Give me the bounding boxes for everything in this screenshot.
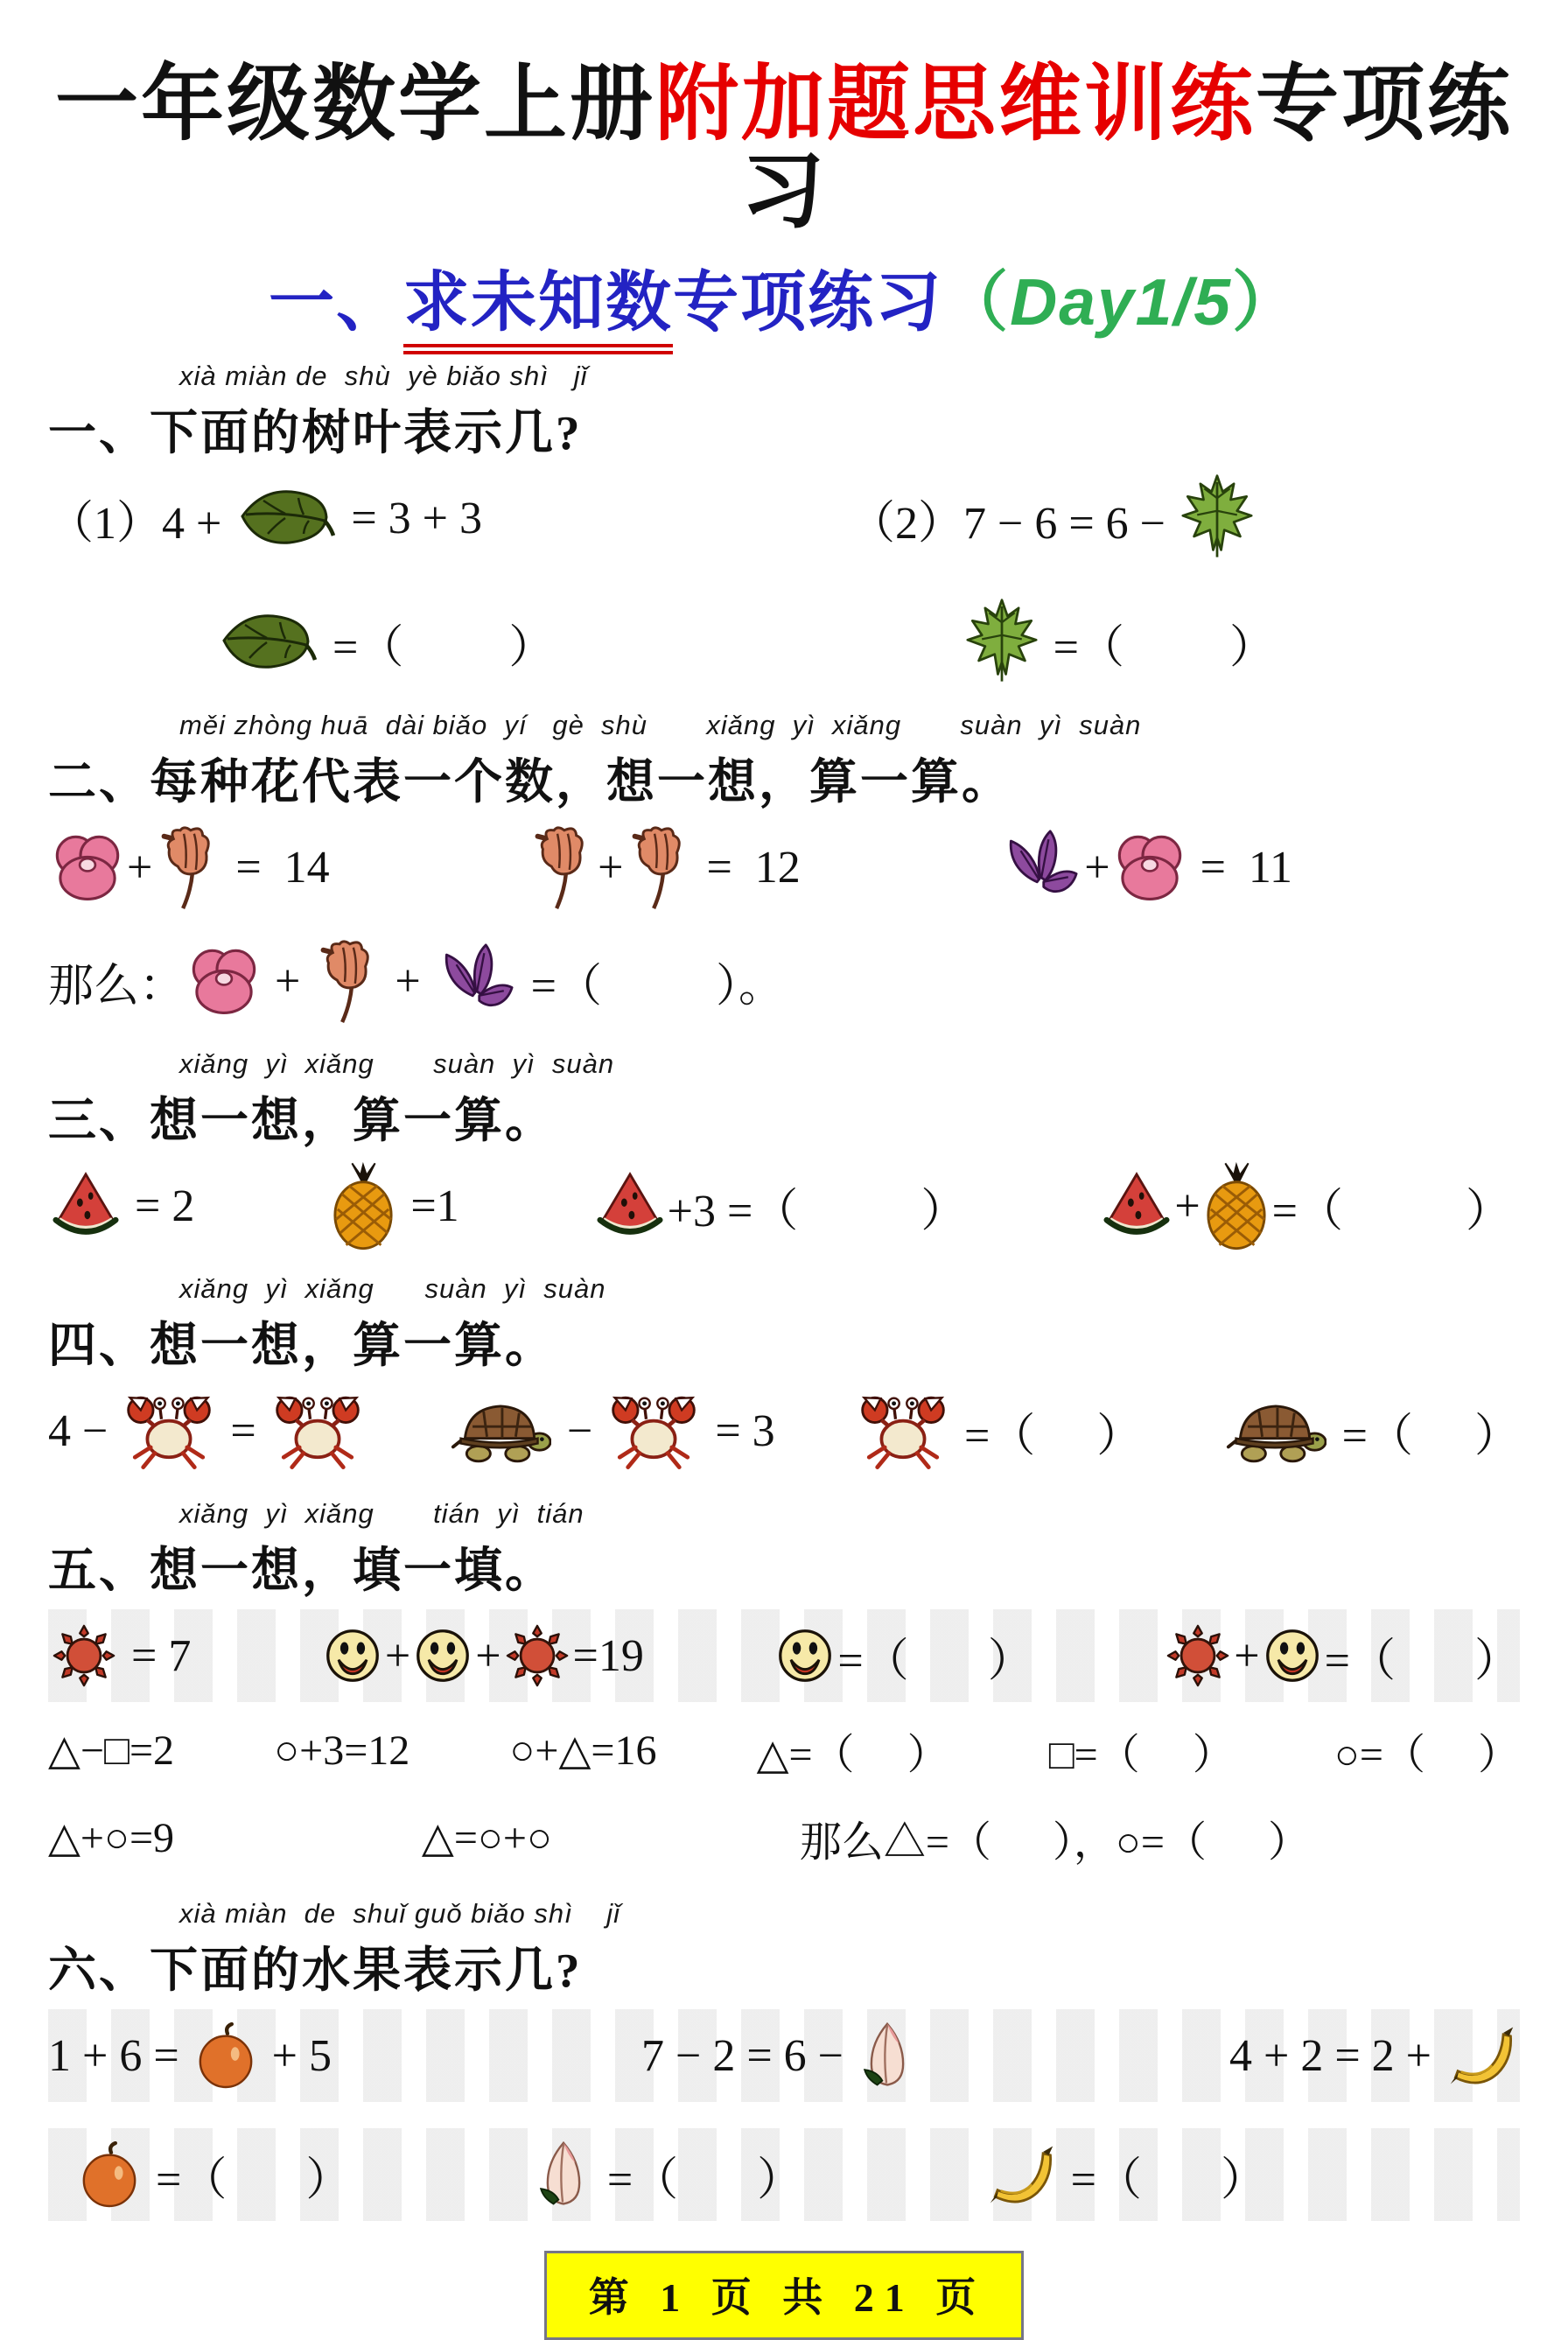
- equation-text: 4 −: [48, 1405, 120, 1456]
- equation: [48, 823, 330, 912]
- equation-row: [48, 2128, 1520, 2221]
- equation-text: ○+△=16: [509, 1727, 657, 1774]
- equation-text: ○=（: [1334, 1731, 1425, 1778]
- equation-rows: [48, 1159, 1520, 1252]
- equation-text: 那么△=（: [799, 1818, 991, 1866]
- equation-text: = 3 + 3: [340, 493, 482, 543]
- subtitle-day-counter: Day1/5: [1010, 264, 1232, 339]
- banana-icon: [987, 2140, 1055, 2209]
- equation: [422, 1813, 552, 1862]
- equation-text: =（: [519, 961, 602, 1012]
- equation: [1229, 2021, 1520, 2090]
- turtle-icon: [1225, 1394, 1326, 1468]
- crab-icon: [858, 1389, 948, 1473]
- subtitle-number: 一、: [269, 266, 404, 340]
- equation-text: □=（: [1048, 1731, 1140, 1778]
- equation-text: ）: [1474, 1636, 1520, 1686]
- turtle-icon: [450, 1394, 551, 1468]
- title-part-black-left: 一年级数学上册: [54, 58, 655, 151]
- equation-text: =（: [321, 622, 404, 673]
- crab-icon: [272, 1389, 363, 1473]
- crab-icon: [608, 1389, 699, 1473]
- equation-text: = 7: [120, 1630, 192, 1681]
- maple-icon: [966, 598, 1038, 687]
- peach-icon: [536, 2138, 592, 2211]
- equation-text: ）: [1267, 1818, 1310, 1866]
- page-footer: [48, 2251, 1520, 2340]
- equation-text: ）: [1220, 2154, 1266, 2205]
- equation: [48, 485, 482, 551]
- flower-purple-icon: [1001, 830, 1080, 905]
- section-heading: 一、下面的树叶表示几?: [48, 406, 583, 459]
- equation-text: ）: [1474, 1411, 1520, 1461]
- equation: [214, 609, 554, 676]
- equation-rows: [48, 1609, 1520, 1877]
- equation-text: +: [1174, 1181, 1200, 1231]
- answer-blank: [678, 2174, 757, 2175]
- equation: [48, 1624, 191, 1687]
- equation-text: =（: [144, 2154, 228, 2205]
- section-fruit-values: [48, 1048, 1520, 1252]
- equation-text: 4 + 2 = 2 +: [1229, 2030, 1443, 2081]
- equation: [445, 1389, 775, 1473]
- flower-pink-icon: [52, 832, 122, 902]
- equation-rows: [48, 472, 1520, 689]
- section-crab-turtle: [48, 1273, 1520, 1477]
- answer-blank: [1425, 1749, 1478, 1751]
- equation-text: ○+3=12: [274, 1727, 410, 1774]
- equation-row: [48, 1159, 1520, 1252]
- equation-text: 7 − 2 = 6 −: [641, 2030, 855, 2081]
- title-part-black-right: 专项练习: [740, 58, 1514, 238]
- orange-icon: [195, 2022, 256, 2089]
- subtitle-suffix: 专项练习: [673, 266, 943, 340]
- equation-text: =1: [399, 1181, 459, 1231]
- equation: [853, 1389, 1142, 1473]
- equation-row: [48, 1711, 1520, 1790]
- equation: [1221, 1394, 1520, 1468]
- equation: [48, 2022, 332, 2089]
- orange-icon: [79, 2141, 140, 2208]
- section-heading: 四、想一想，算一算。: [48, 1319, 556, 1372]
- pinyin-line: xiǎng yì xiǎng tián yì tián: [179, 1498, 584, 1529]
- section-heading: 二、每种花代表一个数，想一想，算一算。: [48, 755, 1013, 809]
- answer-blank: [1413, 1430, 1474, 1432]
- equation-text: ）: [906, 1731, 949, 1778]
- equation-text: +: [383, 956, 432, 1006]
- leaf-icon: [237, 485, 335, 551]
- equation-text: =（: [837, 1636, 909, 1686]
- equation-text: ）: [305, 2154, 352, 2205]
- answer-blank: [1343, 1205, 1466, 1207]
- pinyin-line: xiǎng yì xiǎng suàn yì suàn: [179, 1273, 606, 1304]
- page-number-badge: 第 1 页 共 21 页: [544, 2251, 1025, 2340]
- pineapple-icon: [332, 1161, 395, 1251]
- equation-text: △=（: [756, 1731, 855, 1778]
- answer-blank: [1142, 2174, 1221, 2175]
- equation: [1334, 1720, 1520, 1781]
- equation: [526, 823, 801, 912]
- leaf-icon: [219, 609, 317, 676]
- equation-row: [48, 2009, 1520, 2102]
- equation-text: =（: [1271, 1186, 1343, 1237]
- answer-blank: [855, 1749, 907, 1751]
- equation-text: △=○+○: [421, 1815, 552, 1861]
- answer-blank: [227, 2174, 305, 2175]
- equation-text: ）: [1192, 1731, 1235, 1778]
- equation-text: ）: [920, 1186, 967, 1237]
- equation: [48, 1389, 368, 1473]
- equation: [48, 1171, 194, 1241]
- watermelon-icon: [52, 1171, 119, 1241]
- watermelon-icon: [1103, 1171, 1170, 1241]
- maple-icon: [1181, 473, 1253, 563]
- section-heading: 三、想一想，算一算。: [48, 1094, 556, 1147]
- answer-blank: [1035, 1430, 1096, 1432]
- section-heading: 六、下面的水果表示几?: [48, 1944, 583, 1997]
- section-leaves: [48, 361, 1520, 689]
- equation-text: = 11: [1188, 842, 1292, 893]
- equation-text: 那么：: [48, 961, 186, 1012]
- pinyin-line: xià miàn de shuǐ guǒ biǎo shì jǐ: [179, 1898, 620, 1929]
- equation: [1162, 1623, 1520, 1689]
- equation-row: [48, 596, 1520, 689]
- equation-text: ），○=（: [1052, 1818, 1207, 1866]
- equation-text: △−□=2: [48, 1727, 175, 1774]
- section-flowers: [48, 710, 1520, 1027]
- equation-text: =（: [1041, 622, 1124, 673]
- tulip-icon: [627, 823, 690, 912]
- equation-text: ）: [508, 622, 555, 673]
- equation: [1049, 1720, 1235, 1781]
- equation: [274, 1727, 410, 1775]
- equation: [962, 598, 1275, 687]
- equation-text: △+○=9: [48, 1815, 175, 1861]
- equation: [509, 1726, 656, 1775]
- equation-text: ）: [1228, 622, 1275, 673]
- equation-text: −: [555, 1405, 605, 1456]
- subtitle: [48, 266, 1520, 340]
- equation-text: +: [127, 842, 153, 893]
- equation: [757, 1720, 949, 1781]
- section-sun-smiley-shapes: [48, 1498, 1520, 1877]
- equation-row: [48, 821, 1520, 914]
- answer-blank: [1207, 1837, 1268, 1839]
- equation-text: = 12: [695, 842, 801, 893]
- equation-rows: [48, 1384, 1520, 1477]
- pineapple-icon: [1205, 1161, 1268, 1251]
- equation: [48, 1813, 174, 1862]
- smiley-icon: [1264, 1628, 1320, 1684]
- answer-blank: [909, 1655, 988, 1657]
- watermelon-icon: [597, 1171, 663, 1241]
- answer-blank: [1140, 1749, 1193, 1751]
- equation-row: [48, 472, 1520, 564]
- equation-text: （1）4 +: [48, 498, 234, 549]
- flower-purple-icon: [437, 943, 515, 1019]
- equation-text: + 5: [260, 2030, 332, 2081]
- equation: [74, 2141, 351, 2208]
- answer-blank: [991, 1837, 1053, 1839]
- title-part-red: 附加题思维训练: [654, 58, 1256, 151]
- banana-icon: [1447, 2021, 1516, 2090]
- answer-blank: [1396, 1655, 1474, 1657]
- tulip-icon: [316, 936, 379, 1026]
- sun-icon: [52, 1624, 116, 1687]
- smiley-icon: [415, 1628, 471, 1684]
- equation-text: =（: [952, 1411, 1036, 1461]
- equation-text: = 14: [224, 842, 330, 893]
- equation-text: +: [263, 956, 312, 1006]
- equation-text: （2）7 − 6 = 6 −: [850, 498, 1177, 549]
- answer-blank: [1124, 641, 1229, 643]
- answer-blank: [403, 641, 508, 643]
- equation-text: ）: [757, 2154, 803, 2205]
- equation: [850, 473, 1257, 563]
- pinyin-line: xià miàn de shù yè biǎo shì jǐ: [179, 361, 588, 391]
- equation: [531, 2138, 802, 2211]
- equation: [773, 1623, 1032, 1689]
- equation-text: +: [598, 842, 624, 893]
- equation-text: ）: [1465, 1186, 1511, 1237]
- equation-text: = 2: [123, 1181, 195, 1231]
- answer-blank: [602, 980, 716, 982]
- flower-pink-icon: [1115, 832, 1185, 902]
- equation-rows: [48, 2009, 1520, 2221]
- subtitle-paren-close: ）: [1231, 266, 1299, 340]
- equation-text: +: [384, 1630, 411, 1681]
- equation-text: =（: [1059, 2154, 1142, 2205]
- equation: [48, 1726, 174, 1775]
- equation: [592, 1171, 967, 1241]
- flower-pink-icon: [189, 946, 259, 1016]
- section-heading: 五、想一想，填一填。: [48, 1544, 556, 1597]
- equation-row: [48, 1384, 1520, 1477]
- equation-text: 1 + 6 =: [48, 2030, 191, 2081]
- equation-text: ）: [987, 1636, 1033, 1686]
- equation-text: +: [1084, 842, 1110, 893]
- equation: [1099, 1161, 1511, 1251]
- equation-row: [48, 1609, 1520, 1702]
- subtitle-paren-open: （: [942, 266, 1011, 340]
- equation-row: [48, 1798, 1520, 1877]
- equation-text: =（: [1324, 1636, 1396, 1686]
- equation-text: ）。: [716, 961, 785, 1012]
- equation: [641, 2019, 920, 2092]
- equation-text: =: [219, 1405, 268, 1456]
- equation-text: +: [475, 1630, 501, 1681]
- equation: [997, 830, 1292, 905]
- pinyin-line: xiǎng yì xiǎng suàn yì suàn: [179, 1048, 615, 1079]
- tulip-icon: [157, 823, 220, 912]
- tulip-icon: [530, 823, 593, 912]
- smiley-icon: [325, 1628, 381, 1684]
- equation-rows: [48, 821, 1520, 1027]
- peach-icon: [859, 2019, 915, 2092]
- smiley-icon: [777, 1628, 833, 1684]
- answer-blank: [798, 1205, 920, 1207]
- sun-icon: [1166, 1624, 1229, 1687]
- equation-text: =（: [595, 2154, 679, 2205]
- sun-icon: [506, 1624, 569, 1687]
- subtitle-underlined-text: 求未知数: [403, 267, 673, 354]
- equation-text: =（: [1330, 1411, 1413, 1461]
- equation-text: ）: [1096, 1411, 1143, 1461]
- crab-icon: [123, 1389, 214, 1473]
- equation: [48, 936, 784, 1026]
- equation-text: +3 =（: [667, 1186, 799, 1237]
- section-fruits: [48, 1898, 1520, 2221]
- pinyin-line: měi zhòng huā dài biǎo yí gè shù xiǎng yì xiǎng suàn yì suàn: [179, 710, 1142, 740]
- equation: [320, 1624, 644, 1687]
- equation-text: +: [1234, 1630, 1260, 1681]
- equation-row: [48, 935, 1520, 1027]
- equation: [800, 1808, 1310, 1868]
- equation-text: = 3: [704, 1405, 775, 1456]
- equation-text: =19: [572, 1630, 644, 1681]
- equation: [327, 1161, 458, 1251]
- page-title: [48, 58, 1520, 238]
- equation-text: ）: [1477, 1731, 1520, 1778]
- equation: [983, 2140, 1266, 2209]
